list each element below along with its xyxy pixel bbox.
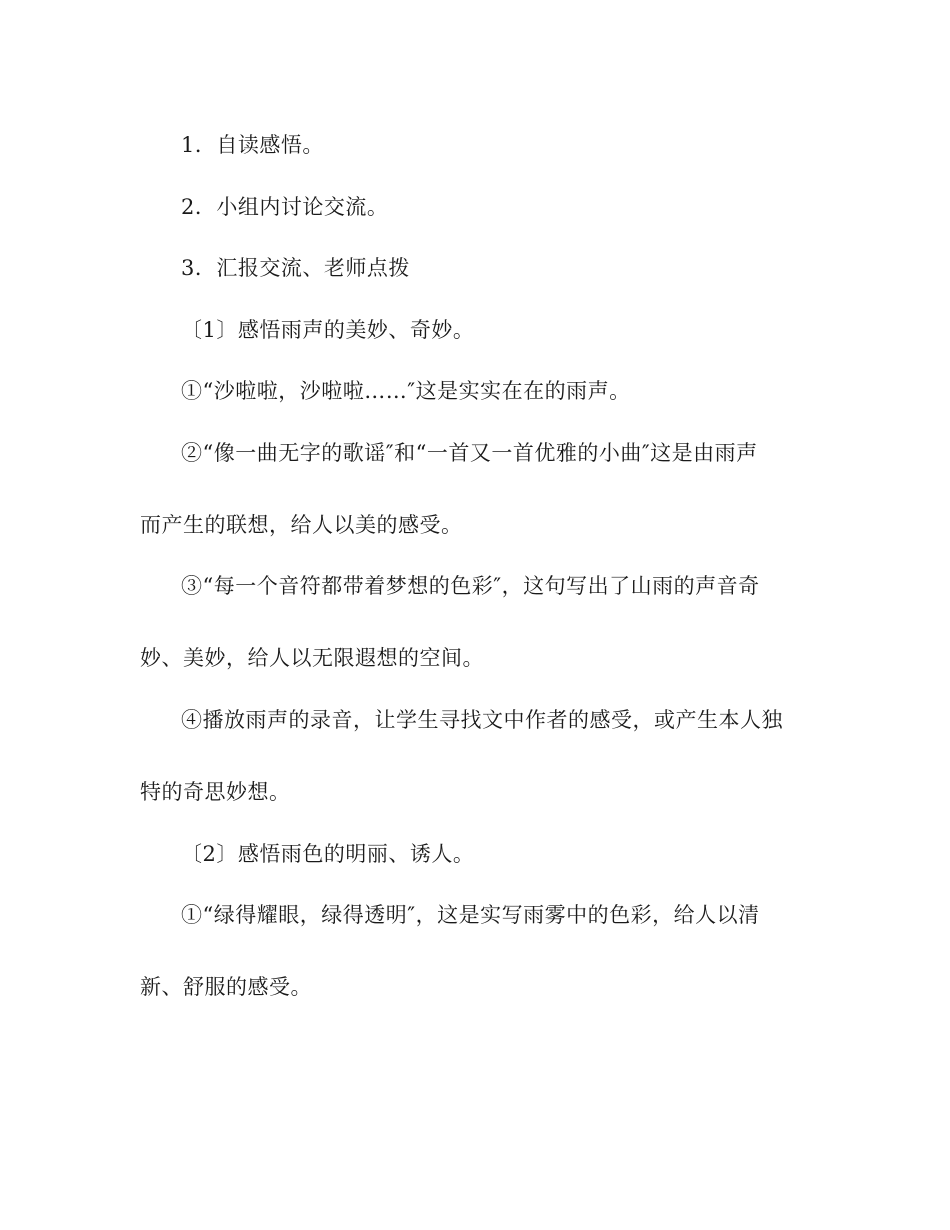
step-2-text: 2．小组内讨论交流。 <box>181 195 389 219</box>
point-1-3-line-1: ③“每一个音符都带着梦想的色彩″，这句写出了山雨的声音奇 <box>181 574 760 598</box>
point-2-1-line-1: ①“绿得耀眼，绿得透明″，这是实写雨雾中的色彩，给人以清 <box>181 903 760 927</box>
point-1-2-line-1: ②“像一曲无字的歌谣″和“一首又一首优雅的小曲″这是由雨声 <box>181 441 758 465</box>
subheading-2: 〔2〕感悟雨色的明丽、诱人。 <box>181 842 475 866</box>
point-1-1: ①“沙啦啦，沙啦啦……″这是实实在在的雨声。 <box>181 379 631 403</box>
subheading-1: 〔1〕感悟雨声的美妙、奇妙。 <box>181 318 475 342</box>
step-3-text: 3．汇报交流、老师点拨 <box>181 256 410 280</box>
point-1-4-line-2: 特的奇思妙想。 <box>140 780 291 804</box>
point-2-1-line-2: 新、舒服的感受。 <box>140 975 312 999</box>
point-1-3-line-2: 妙、美妙，给人以无限遐想的空间。 <box>140 646 484 670</box>
point-1-4-line-1: ④播放雨声的录音，让学生寻找文中作者的感受，或产生本人独 <box>181 708 783 732</box>
point-1-2-line-2: 而产生的联想，给人以美的感受。 <box>140 513 463 537</box>
step-1-text: 1．自读感悟。 <box>181 133 324 157</box>
